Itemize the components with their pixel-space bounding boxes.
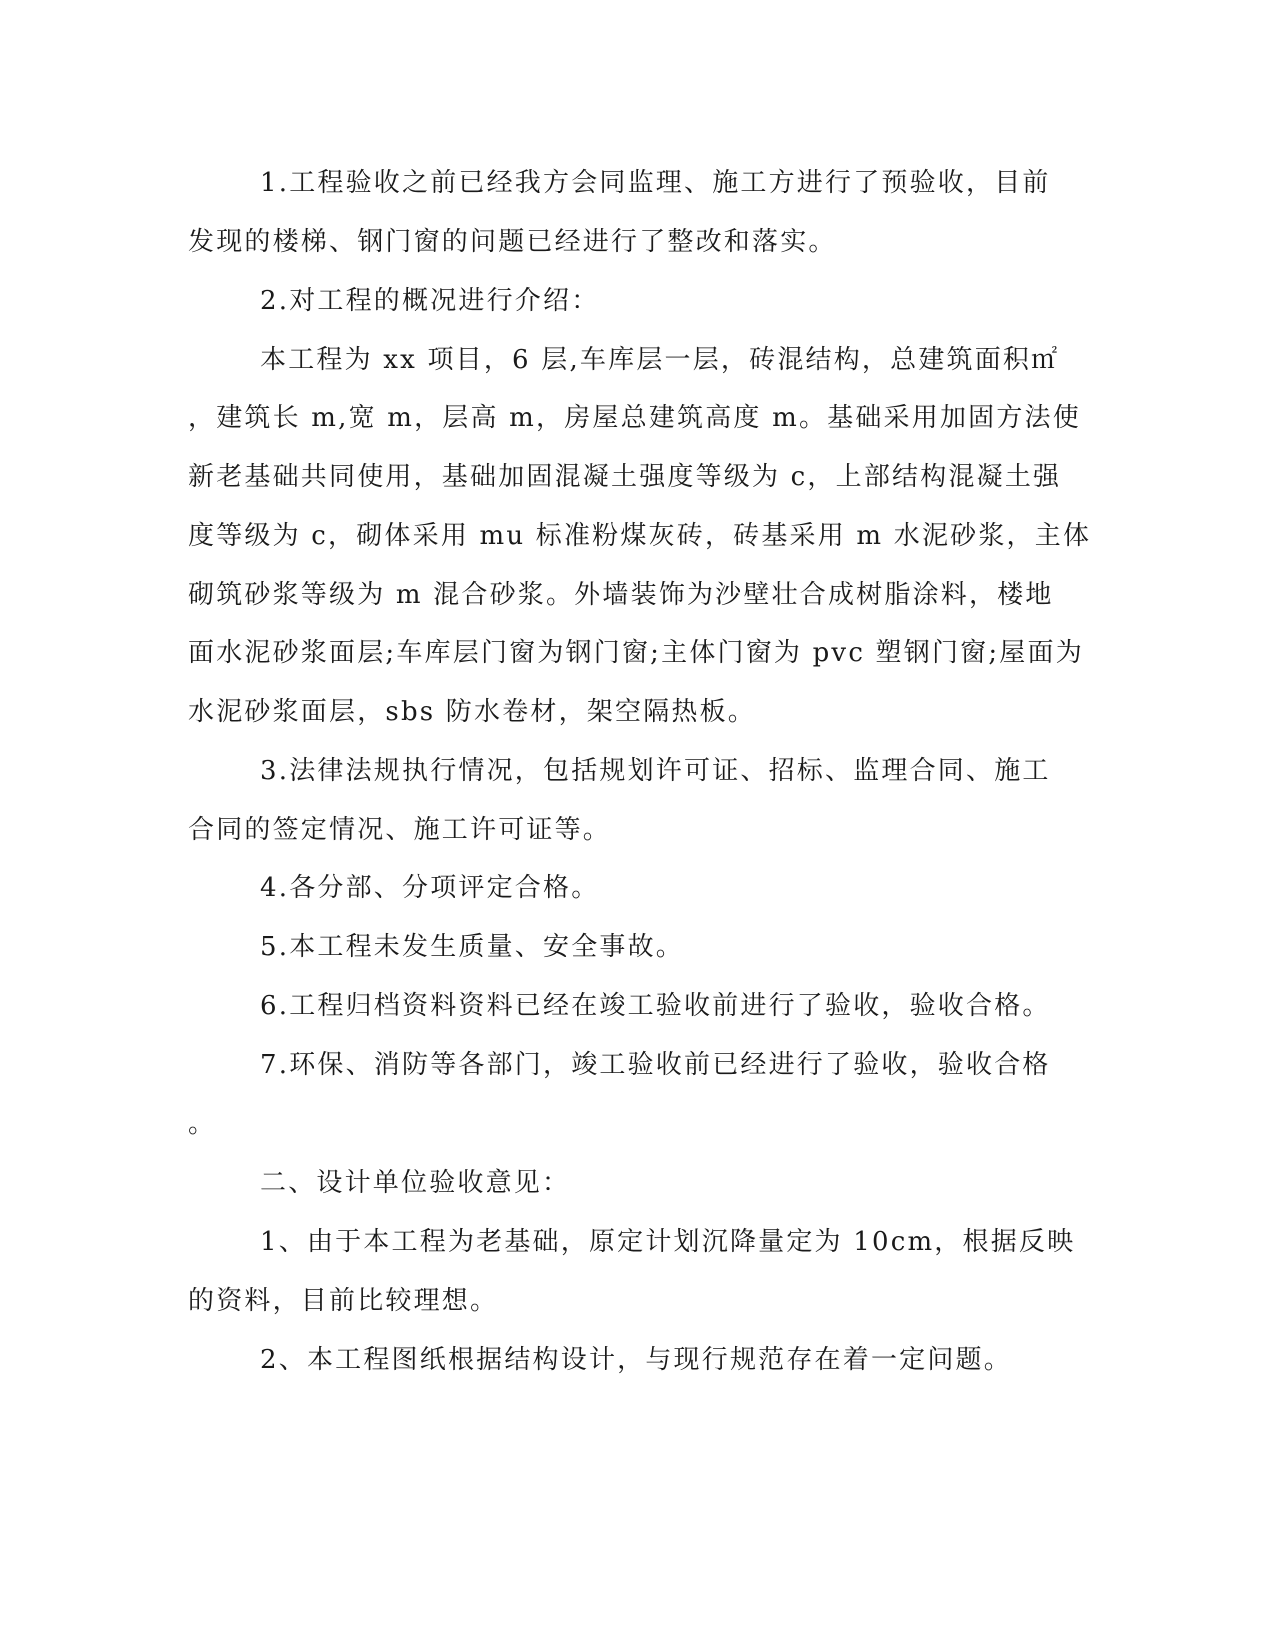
text-line-14: 5.本工程未发生质量、安全事故。	[260, 932, 685, 962]
text-line-6: 新老基础共同使用，基础加固混凝土强度等级为 c，上部结构混凝土强	[188, 462, 1062, 492]
text-line-9: 面水泥砂浆面层;车库层门窗为钢门窗;主体门窗为 pvc 塑钢门窗;屋面为	[188, 638, 1084, 668]
text-line-13: 4.各分部、分项评定合格。	[260, 873, 600, 903]
text-line-15: 6.工程归档资料资料已经在竣工验收前进行了验收，验收合格。	[260, 991, 1051, 1021]
text-line-3: 2.对工程的概况进行介绍：	[260, 286, 600, 316]
text-line-20: 的资料，目前比较理想。	[188, 1286, 499, 1316]
text-line-10: 水泥砂浆面层，sbs 防水卷材，架空隔热板。	[188, 697, 756, 727]
text-line-1: 1.工程验收之前已经我方会同监理、施工方进行了预验收，目前	[260, 168, 1051, 198]
text-line-16: 7.环保、消防等各部门，竣工验收前已经进行了验收，验收合格	[260, 1050, 1051, 1080]
text-line-21: 2、本工程图纸根据结构设计，与现行规范存在着一定问题。	[260, 1345, 1012, 1375]
text-line-18: 二、设计单位验收意见：	[260, 1168, 571, 1198]
text-line-11: 3.法律法规执行情况，包括规划许可证、招标、监理合同、施工	[260, 756, 1051, 786]
text-line-4: 本工程为 xx 项目，6 层,车库层一层，砖混结构，总建筑面积㎡	[260, 345, 1060, 375]
text-line-12: 合同的签定情况、施工许可证等。	[188, 815, 612, 845]
text-line-5: ，建筑长 m,宽 m，层高 m，房屋总建筑高度 m。基础采用加固方法使	[188, 403, 1081, 433]
text-line-17: 。	[188, 1109, 217, 1139]
text-line-8: 砌筑砂浆等级为 m 混合砂浆。外墙装饰为沙壁壮合成树脂涂料，楼地	[188, 580, 1054, 610]
text-line-19: 1、由于本工程为老基础，原定计划沉降量定为 10cm，根据反映	[260, 1227, 1076, 1257]
text-line-7: 度等级为 c，砌体采用 mu 标准粉煤灰砖，砖基采用 m 水泥砂浆，主体	[188, 521, 1092, 551]
text-line-2: 发现的楼梯、钢门窗的问题已经进行了整改和落实。	[188, 227, 837, 257]
